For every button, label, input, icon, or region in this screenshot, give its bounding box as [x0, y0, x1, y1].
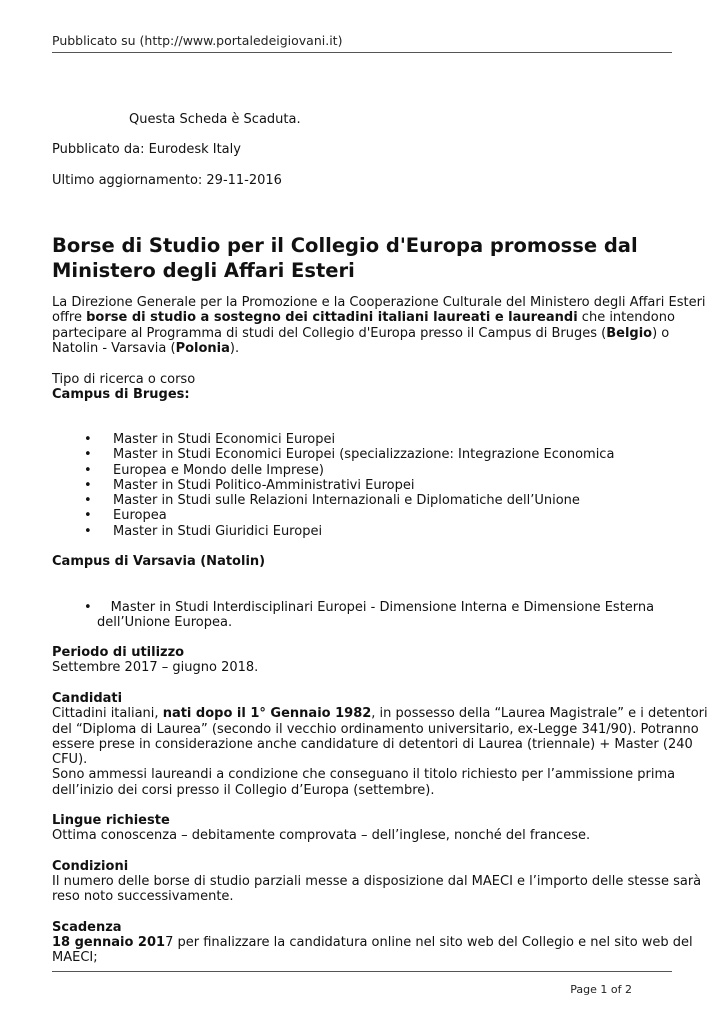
- candidati-line-2: del “Diploma di Laurea” (secondo il vecchio ordinamento universitario, ex-Legge 341/90). Potranno: [52, 722, 699, 737]
- condizioni-heading: Condizioni: [52, 859, 129, 874]
- list-item: • Master in Studi Economici Europei: [84, 432, 336, 447]
- list-item: • Master in Studi Politico-Amministrativi Europei: [84, 477, 415, 493]
- intro-line-4: Natolin - Varsavia (Polonia).: [52, 341, 240, 356]
- intro-line-1: La Direzione Generale per la Promozione e la Cooperazione Culturale del Ministero degli Affari Esteri: [52, 295, 706, 310]
- bullet-icon: •: [84, 432, 92, 447]
- page-header: Pubblicato su (http://www.portaledeigiovani.it): [52, 33, 343, 48]
- list-item: • Europea: [84, 508, 167, 524]
- bullet-icon: •: [84, 600, 92, 615]
- periodo-heading: Periodo di utilizzo: [52, 645, 185, 660]
- candidati-heading: Candidati: [52, 691, 123, 706]
- bullet-icon: •: [84, 493, 92, 509]
- lingue-heading: Lingue richieste: [52, 813, 170, 828]
- page-title: Borse di Studio per il Collegio d'Europa promosse dal Ministero degli Affari Esteri: [52, 234, 638, 282]
- list-item: • Master in Studi Interdisciplinari Europei - Dimensione Interna e Dimensione Esterna: [84, 600, 655, 615]
- scadenza-heading: Scadenza: [52, 920, 122, 935]
- candidati-line-1: Cittadini italiani, nati dopo il 1° Gennaio 1982, in possesso della “Laurea Magistrale” e i detentori: [52, 706, 708, 721]
- bruges-course-list: [84, 432, 614, 539]
- natolin-heading: Campus di Varsavia (Natolin): [52, 554, 266, 569]
- bullet-icon: •: [84, 523, 92, 539]
- intro-line-3: partecipare al Programma di studi del Collegio d'Europa presso il Campus di Bruges (Belgio) o: [52, 326, 670, 341]
- bullet-icon: •: [84, 462, 92, 478]
- expired-notice: Questa Scheda è Scaduta.: [129, 112, 301, 127]
- list-item: • Master in Studi Economici Europei (specializzazione: Integrazione Economica: [84, 447, 615, 463]
- candidati-line-5: Sono ammessi laureandi a condizione che conseguano il titolo richiesto per l’ammissione prima: [52, 767, 676, 782]
- published-by: Pubblicato da: Eurodesk Italy: [52, 142, 241, 157]
- page-number: Page 1 of 2: [570, 983, 632, 996]
- list-item: • Master in Studi sulle Relazioni Internazionali e Diplomatiche dell’Unione: [84, 493, 580, 509]
- footer-divider: [52, 971, 672, 972]
- condizioni-line-1: Il numero delle borse di studio parziali messe a disposizione dal MAECI e l’importo delle stesse sarà: [52, 874, 702, 889]
- list-item-continuation: dell’Unione Europea.: [97, 615, 233, 630]
- last-update: Ultimo aggiornamento: 29-11-2016: [52, 173, 282, 188]
- bullet-icon: •: [84, 447, 92, 463]
- bullet-icon: •: [84, 477, 92, 493]
- condizioni-line-2: reso noto successivamente.: [52, 889, 234, 904]
- candidati-line-6: dell’inizio dei corsi presso il Collegio d’Europa (settembre).: [52, 783, 435, 798]
- list-item: • Master in Studi Giuridici Europei: [84, 523, 323, 539]
- candidati-line-4: CFU).: [52, 752, 88, 767]
- scadenza-line-1: 18 gennaio 2017 per finalizzare la candidatura online nel sito web del Collegio e nel sito web del: [52, 935, 693, 950]
- header-divider: [52, 52, 672, 53]
- bullet-icon: •: [84, 508, 92, 524]
- scadenza-line-2: MAECI;: [52, 950, 98, 965]
- periodo-text: Settembre 2017 – giugno 2018.: [52, 660, 259, 675]
- list-item: • Europea e Mondo delle Imprese): [84, 462, 324, 478]
- research-type-label: Tipo di ricerca o corso: [52, 372, 196, 387]
- intro-line-2: offre borse di studio a sostegno dei cittadini italiani laureati e laureandi che intendono: [52, 310, 675, 325]
- candidati-line-3: essere prese in considerazione anche candidature di detentori di Laurea (triennale) + Master (240: [52, 737, 693, 752]
- bruges-heading: Campus di Bruges:: [52, 387, 190, 402]
- lingue-text: Ottima conoscenza – debitamente comprovata – dell’inglese, nonché del francese.: [52, 828, 591, 843]
